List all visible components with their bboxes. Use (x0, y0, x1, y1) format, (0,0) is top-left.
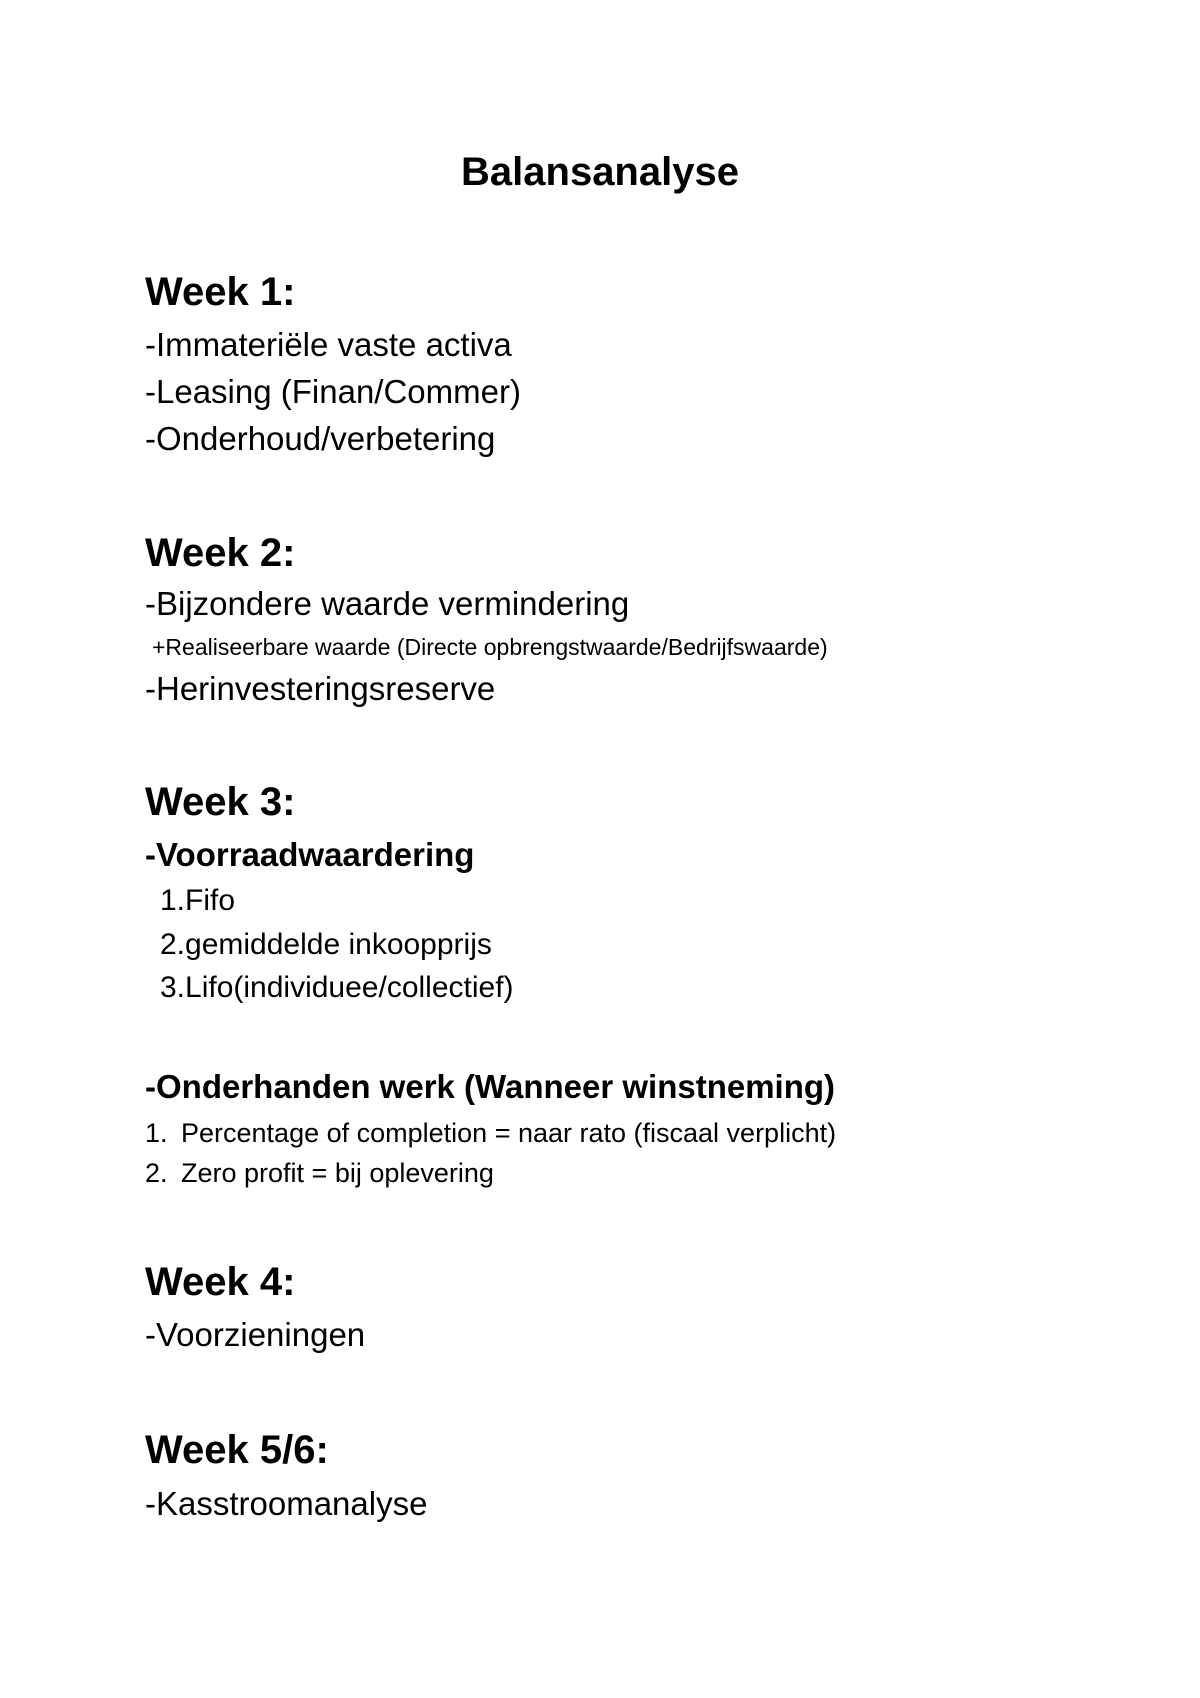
list-text: Percentage of completion = naar rato (fiscaal verplicht) (181, 1118, 837, 1148)
week-4-item-1: -Voorzieningen (145, 1316, 366, 1353)
onderhanden-item-1 (145, 1120, 836, 1147)
list-text: Zero profit = bij oplevering (181, 1158, 494, 1188)
week-2-item-2: -Herinvesteringsreserve (145, 670, 496, 707)
voorraad-item-2: 2.gemiddelde inkoopprijs (160, 928, 492, 961)
voorraad-item-1: 1.Fifo (160, 884, 236, 917)
week-1-heading: Week 1: (145, 270, 296, 314)
voorraad-heading: -Voorraadwaardering (145, 836, 475, 873)
list-number: 1. (145, 1118, 168, 1148)
week-5-6-heading: Week 5/6: (145, 1428, 329, 1472)
week-3-heading: Week 3: (145, 780, 296, 824)
week-4-heading: Week 4: (145, 1260, 296, 1304)
week-2-sub-note: +Realiseerbare waarde (Directe opbrengstwaarde/Bedrijfswaarde) (152, 634, 828, 660)
week-1-item-1: -Immateriële vaste activa (145, 326, 512, 363)
week-1-item-2: -Leasing (Finan/Commer) (145, 373, 521, 410)
week-2-item-1: -Bijzondere waarde vermindering (145, 585, 630, 622)
list-number: 2. (145, 1158, 168, 1188)
onderhanden-heading: -Onderhanden werk (Wanneer winstneming) (145, 1068, 836, 1105)
week-2-heading: Week 2: (145, 531, 296, 575)
onderhanden-item-2 (145, 1160, 494, 1187)
week-1-item-3: -Onderhoud/verbetering (145, 420, 496, 457)
document-title: Balansanalyse (461, 150, 739, 194)
week-5-6-item-1: -Kasstroomanalyse (145, 1485, 428, 1522)
voorraad-item-3: 3.Lifo(individuee/collectief) (160, 971, 514, 1004)
